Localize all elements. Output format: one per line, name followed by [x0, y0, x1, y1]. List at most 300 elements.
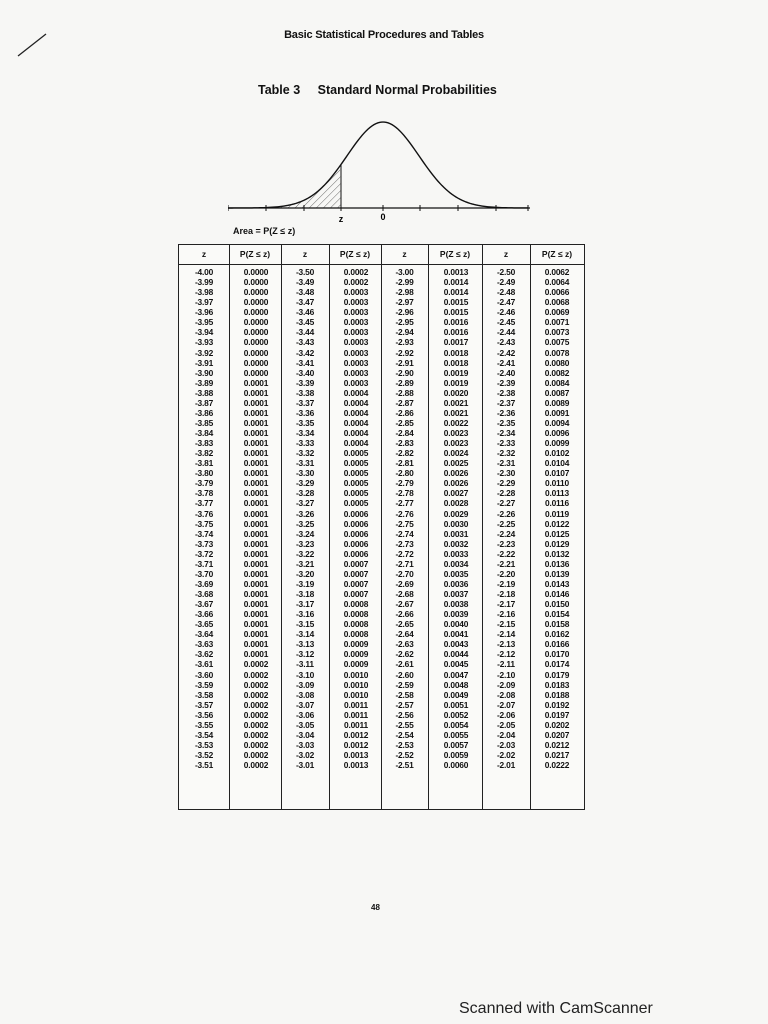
probability-value: 0.0004 — [343, 417, 369, 428]
scanner-watermark: Scanned with CamScanner — [459, 1000, 653, 1017]
z-value: -3.52 — [194, 750, 214, 760]
probability-value: 0.0023 — [443, 428, 469, 438]
z-value: -3.46 — [295, 307, 315, 318]
probability-value: 0.0026 — [443, 468, 469, 479]
probability-value: 0.0036 — [443, 578, 469, 589]
probability-value: 0.0005 — [343, 498, 369, 509]
probability-value: 0.0222 — [544, 760, 570, 771]
z-axis-label: z — [338, 214, 344, 224]
z-value: -2.77 — [395, 498, 414, 509]
probability-value: 0.0113 — [545, 488, 569, 499]
probability-value: 0.0015 — [443, 297, 469, 308]
z-value: -3.58 — [194, 689, 214, 700]
header-p-3: P(Z ≤ z) — [439, 249, 471, 259]
z-value: -2.92 — [395, 347, 414, 358]
z-value: -3.98 — [194, 287, 214, 298]
z-value: -2.65 — [395, 619, 414, 630]
z-value: -3.71 — [194, 558, 214, 569]
probability-value: 0.0003 — [343, 377, 369, 388]
probability-value: 0.0146 — [544, 589, 570, 599]
z-value: -3.54 — [194, 729, 214, 740]
p-column-4 — [532, 267, 582, 770]
z-value: -2.07 — [496, 699, 516, 710]
z-value: -2.34 — [496, 428, 516, 438]
probability-value: 0.0007 — [343, 589, 369, 599]
probability-value: 0.0062 — [544, 267, 570, 277]
probability-value: 0.0000 — [243, 327, 269, 338]
z-value: -3.67 — [194, 599, 214, 610]
probability-value: 0.0064 — [544, 277, 570, 288]
running-header — [0, 29, 768, 41]
probability-value: 0.0011 — [344, 719, 368, 730]
z-value: -3.01 — [295, 760, 315, 771]
z-value: -3.04 — [295, 729, 315, 740]
probability-value: 0.0000 — [243, 267, 269, 277]
probability-value: 0.0006 — [343, 528, 369, 539]
probability-value: 0.0005 — [343, 488, 369, 499]
probability-value: 0.0014 — [443, 287, 469, 298]
probability-value: 0.0044 — [443, 649, 469, 660]
z-value: -2.98 — [395, 287, 414, 298]
z-value: -2.88 — [395, 387, 414, 398]
z-value: -4.00 — [194, 267, 214, 277]
probability-value: 0.0162 — [544, 629, 570, 640]
probability-value: 0.0048 — [443, 679, 469, 690]
probability-value: 0.0217 — [544, 750, 570, 760]
z-value: -3.95 — [194, 317, 214, 328]
probability-value: 0.0016 — [443, 327, 469, 338]
z-value: -2.70 — [395, 568, 414, 579]
probability-value: 0.0003 — [343, 357, 369, 368]
z-value: -2.99 — [395, 277, 414, 288]
z-value: -2.15 — [496, 619, 516, 630]
probability-value: 0.0043 — [443, 639, 469, 650]
z-value: -2.27 — [496, 498, 516, 509]
probability-value: 0.0202 — [544, 719, 570, 730]
probability-value: 0.0034 — [443, 558, 469, 569]
z-value: -3.83 — [194, 438, 214, 449]
probability-value: 0.0094 — [544, 417, 570, 428]
probability-value: 0.0001 — [243, 558, 269, 569]
z-value: -2.59 — [395, 679, 414, 690]
z-value: -2.69 — [395, 578, 414, 589]
probability-value: 0.0001 — [243, 538, 269, 549]
probability-value: 0.0051 — [443, 699, 469, 710]
probability-value: 0.0119 — [545, 508, 569, 519]
header-z-4: z — [503, 249, 509, 259]
probability-value: 0.0008 — [343, 609, 369, 620]
z-value: -2.63 — [395, 639, 414, 650]
z-value: -2.66 — [395, 609, 414, 620]
z-value: -3.64 — [194, 629, 214, 640]
probability-value: 0.0011 — [344, 699, 368, 710]
z-value: -2.18 — [496, 589, 516, 599]
z-value: -3.79 — [194, 478, 214, 489]
z-value: -3.06 — [295, 709, 315, 720]
z-value: -3.25 — [295, 518, 315, 529]
z-column-2 — [283, 267, 327, 770]
probability-value: 0.0020 — [443, 387, 469, 398]
z-value: -2.03 — [496, 739, 516, 750]
z-value: -3.77 — [194, 498, 214, 509]
probability-value: 0.0025 — [443, 458, 469, 469]
probability-value: 0.0057 — [443, 739, 469, 750]
z-value: -3.89 — [194, 377, 214, 388]
z-value: -2.84 — [395, 428, 414, 438]
z-value: -3.66 — [194, 609, 214, 620]
probability-value: 0.0000 — [243, 367, 269, 378]
z-value: -3.92 — [194, 347, 214, 358]
probability-value: 0.0001 — [243, 518, 269, 529]
probability-value: 0.0024 — [443, 448, 469, 459]
z-value: -3.19 — [295, 578, 315, 589]
z-value: -3.00 — [395, 267, 414, 277]
z-value: -3.08 — [295, 689, 315, 700]
probability-value: 0.0075 — [544, 337, 570, 348]
probability-value: 0.0047 — [443, 669, 469, 680]
z-value: -3.29 — [295, 478, 315, 489]
probability-value: 0.0002 — [243, 659, 269, 670]
probability-value: 0.0000 — [243, 337, 269, 348]
probability-value: 0.0011 — [344, 709, 368, 720]
probability-value: 0.0004 — [343, 397, 369, 408]
probability-value: 0.0054 — [443, 719, 469, 730]
z-value: -3.11 — [296, 659, 314, 670]
z-value: -3.53 — [194, 739, 214, 750]
probability-value: 0.0122 — [544, 518, 570, 529]
z-value: -3.57 — [194, 699, 214, 710]
header-z-1: z — [201, 249, 207, 259]
z-value: -2.24 — [496, 528, 516, 539]
probability-value: 0.0009 — [343, 659, 369, 670]
probability-value: 0.0055 — [443, 729, 469, 740]
z-value: -3.41 — [295, 357, 315, 368]
probability-value: 0.0059 — [443, 750, 469, 760]
z-value: -2.45 — [496, 317, 516, 328]
table-number: Table 3 — [258, 83, 301, 97]
z-column-4 — [484, 267, 528, 770]
z-value: -2.42 — [496, 347, 516, 358]
z-value: -3.13 — [295, 639, 315, 650]
z-value: -2.49 — [496, 277, 516, 288]
probability-value: 0.0013 — [343, 750, 369, 760]
probability-value: 0.0002 — [243, 679, 269, 690]
probability-value: 0.0001 — [243, 407, 269, 418]
probability-value: 0.0027 — [443, 488, 469, 499]
probability-value: 0.0084 — [544, 377, 570, 388]
probability-value: 0.0004 — [343, 438, 369, 449]
probability-value: 0.0000 — [243, 287, 269, 298]
z-value: -3.45 — [295, 317, 315, 328]
probability-value: 0.0038 — [443, 599, 469, 610]
z-value: -3.39 — [295, 377, 315, 388]
header-p-2: P(Z ≤ z) — [339, 249, 371, 259]
probability-value: 0.0006 — [343, 538, 369, 549]
probability-value: 0.0010 — [343, 669, 369, 680]
probability-value: 0.0001 — [243, 458, 269, 469]
z-value: -3.16 — [295, 609, 315, 620]
probability-value: 0.0154 — [544, 609, 570, 620]
probability-value: 0.0008 — [343, 619, 369, 630]
column-divider — [229, 245, 230, 809]
z-value: -3.50 — [295, 267, 315, 277]
probability-value: 0.0003 — [343, 367, 369, 378]
z-value: -3.10 — [295, 669, 315, 680]
probability-value: 0.0001 — [243, 609, 269, 620]
probability-value: 0.0003 — [343, 337, 369, 348]
column-divider — [281, 245, 282, 809]
probability-value: 0.0004 — [343, 428, 369, 438]
z-value: -2.68 — [395, 589, 414, 599]
probability-table — [178, 244, 585, 810]
probability-value: 0.0013 — [343, 760, 369, 771]
z-value: -3.38 — [295, 387, 315, 398]
probability-value: 0.0073 — [544, 327, 570, 338]
z-value: -2.02 — [496, 750, 516, 760]
probability-value: 0.0002 — [343, 277, 369, 288]
probability-value: 0.0030 — [443, 518, 469, 529]
z-value: -2.26 — [496, 508, 516, 519]
z-value: -3.07 — [295, 699, 315, 710]
probability-value: 0.0000 — [243, 317, 269, 328]
z-value: -3.35 — [295, 417, 315, 428]
z-value: -3.62 — [194, 649, 214, 660]
probability-value: 0.0008 — [343, 629, 369, 640]
probability-value: 0.0033 — [443, 548, 469, 559]
probability-value: 0.0132 — [544, 548, 570, 559]
probability-value: 0.0129 — [544, 538, 570, 549]
z-value: -2.22 — [496, 548, 516, 559]
probability-value: 0.0006 — [343, 508, 369, 519]
z-value: -3.69 — [194, 578, 214, 589]
probability-value: 0.0188 — [544, 689, 570, 700]
probability-value: 0.0060 — [443, 760, 469, 771]
z-value: -3.75 — [194, 518, 214, 529]
header-z-2: z — [302, 249, 308, 259]
z-value: -2.62 — [395, 649, 414, 660]
column-divider — [428, 245, 429, 809]
probability-value: 0.0136 — [544, 558, 570, 569]
probability-value: 0.0001 — [243, 589, 269, 599]
z-value: -2.29 — [496, 478, 516, 489]
z-value: -2.58 — [395, 689, 414, 700]
z-value: -2.90 — [395, 367, 414, 378]
z-value: -2.52 — [395, 750, 414, 760]
z-value: -2.47 — [496, 297, 516, 308]
z-value: -3.76 — [194, 508, 214, 519]
z-value: -2.53 — [395, 739, 414, 750]
probability-value: 0.0078 — [544, 347, 570, 358]
z-value: -2.12 — [496, 649, 516, 660]
z-value: -3.18 — [295, 589, 315, 599]
probability-value: 0.0007 — [343, 558, 369, 569]
page-number: 48 — [371, 903, 380, 912]
probability-value: 0.0009 — [343, 649, 369, 660]
probability-value: 0.0021 — [443, 407, 469, 418]
z-column-3 — [383, 267, 426, 770]
z-value: -3.33 — [295, 438, 315, 449]
probability-value: 0.0096 — [544, 428, 570, 438]
column-divider — [482, 245, 483, 809]
probability-value: 0.0082 — [544, 367, 570, 378]
z-value: -2.95 — [395, 317, 414, 328]
z-value: -3.96 — [194, 307, 214, 318]
probability-value: 0.0003 — [343, 327, 369, 338]
z-value: -3.30 — [295, 468, 315, 479]
probability-value: 0.0071 — [544, 317, 570, 328]
z-value: -3.72 — [194, 548, 214, 559]
probability-value: 0.0068 — [544, 297, 570, 308]
probability-value: 0.0110 — [545, 478, 569, 489]
z-value: -3.94 — [194, 327, 214, 338]
z-value: -2.05 — [496, 719, 516, 730]
probability-value: 0.0000 — [243, 357, 269, 368]
probability-value: 0.0037 — [443, 589, 469, 599]
probability-value: 0.0004 — [343, 387, 369, 398]
z-value: -2.35 — [496, 417, 516, 428]
header-p-4: P(Z ≤ z) — [541, 249, 573, 259]
probability-value: 0.0001 — [243, 639, 269, 650]
probability-value: 0.0174 — [544, 659, 570, 670]
probability-value: 0.0018 — [443, 357, 469, 368]
z-value: -2.32 — [496, 448, 516, 459]
table-name: Standard Normal Probabilities — [317, 83, 497, 97]
z-value: -3.91 — [194, 357, 214, 368]
probability-value: 0.0010 — [343, 689, 369, 700]
probability-value: 0.0035 — [443, 568, 469, 579]
z-value: -2.93 — [395, 337, 414, 348]
z-value: -2.50 — [496, 267, 516, 277]
probability-value: 0.0000 — [243, 347, 269, 358]
z-value: -2.89 — [395, 377, 414, 388]
z-value: -2.51 — [395, 760, 414, 771]
z-value: -3.85 — [194, 417, 214, 428]
probability-value: 0.0002 — [243, 739, 269, 750]
z-value: -3.05 — [295, 719, 315, 730]
probability-value: 0.0002 — [343, 267, 369, 277]
z-value: -2.21 — [496, 558, 516, 569]
probability-value: 0.0013 — [443, 267, 469, 277]
z-value: -3.26 — [295, 508, 315, 519]
z-value: -3.34 — [295, 428, 315, 438]
z-value: -2.08 — [496, 689, 516, 700]
z-value: -3.63 — [194, 639, 214, 650]
z-value: -3.81 — [194, 458, 214, 469]
z-value: -2.57 — [395, 699, 414, 710]
z-value: -2.17 — [496, 599, 516, 610]
z-value: -3.55 — [194, 719, 214, 730]
z-value: -2.83 — [395, 438, 414, 449]
z-value: -3.88 — [194, 387, 214, 398]
z-value: -3.59 — [194, 679, 214, 690]
probability-value: 0.0004 — [343, 407, 369, 418]
z-value: -3.09 — [295, 679, 315, 690]
probability-value: 0.0116 — [545, 498, 569, 509]
probability-value: 0.0002 — [243, 729, 269, 740]
probability-value: 0.0197 — [544, 709, 570, 720]
z-value: -2.79 — [395, 478, 414, 489]
z-value: -3.02 — [295, 750, 315, 760]
z-value: -2.96 — [395, 307, 414, 318]
z-value: -3.93 — [194, 337, 214, 348]
z-value: -2.86 — [395, 407, 414, 418]
probability-value: 0.0179 — [544, 669, 570, 680]
probability-value: 0.0019 — [443, 377, 469, 388]
probability-value: 0.0003 — [343, 317, 369, 328]
z-value: -2.72 — [395, 548, 414, 559]
probability-value: 0.0001 — [243, 498, 269, 509]
z-value: -3.28 — [295, 488, 315, 499]
probability-value: 0.0001 — [243, 629, 269, 640]
z-value: -2.10 — [496, 669, 516, 680]
z-value: -3.20 — [295, 568, 315, 579]
probability-value: 0.0009 — [343, 639, 369, 650]
probability-value: 0.0007 — [343, 578, 369, 589]
probability-value: 0.0014 — [443, 277, 469, 288]
z-value: -2.33 — [496, 438, 516, 449]
column-divider — [329, 245, 330, 809]
z-value: -2.56 — [395, 709, 414, 720]
probability-value: 0.0040 — [443, 619, 469, 630]
z-value: -2.67 — [395, 599, 414, 610]
probability-value: 0.0091 — [544, 407, 570, 418]
z-value: -2.19 — [496, 578, 516, 589]
z-value: -2.71 — [395, 558, 414, 569]
z-value: -2.16 — [496, 609, 516, 620]
probability-value: 0.0207 — [544, 729, 570, 740]
probability-value: 0.0001 — [243, 428, 269, 438]
probability-value: 0.0010 — [343, 679, 369, 690]
z-value: -2.74 — [395, 528, 414, 539]
header-z-3: z — [402, 249, 407, 259]
probability-value: 0.0012 — [343, 739, 369, 750]
probability-value: 0.0021 — [443, 397, 469, 408]
z-value: -2.20 — [496, 568, 516, 579]
probability-value: 0.0001 — [243, 438, 269, 449]
probability-value: 0.0001 — [243, 548, 269, 559]
probability-value: 0.0005 — [343, 478, 369, 489]
probability-value: 0.0000 — [243, 307, 269, 318]
probability-value: 0.0003 — [343, 287, 369, 298]
z-value: -2.85 — [395, 417, 414, 428]
probability-value: 0.0005 — [343, 448, 369, 459]
probability-value: 0.0017 — [443, 337, 469, 348]
z-value: -3.22 — [295, 548, 315, 559]
probability-value: 0.0001 — [243, 478, 269, 489]
z-value: -3.36 — [295, 407, 315, 418]
probability-value: 0.0003 — [343, 347, 369, 358]
shaded-area — [228, 166, 341, 208]
z-value: -2.87 — [395, 397, 414, 408]
probability-value: 0.0006 — [343, 518, 369, 529]
z-value: -3.49 — [295, 277, 315, 288]
probability-value: 0.0001 — [243, 528, 269, 539]
probability-value: 0.0001 — [243, 448, 269, 459]
probability-value: 0.0005 — [343, 468, 369, 479]
z-value: -2.82 — [395, 448, 414, 459]
probability-value: 0.0003 — [343, 297, 369, 308]
probability-value: 0.0001 — [243, 578, 269, 589]
z-value: -3.43 — [295, 337, 315, 348]
z-value: -2.91 — [395, 357, 414, 368]
probability-value: 0.0000 — [243, 277, 269, 288]
z-value: -3.17 — [295, 599, 315, 610]
z-value: -3.82 — [194, 448, 214, 459]
probability-value: 0.0002 — [243, 750, 269, 760]
z-value: -3.15 — [295, 619, 315, 630]
z-value: -2.75 — [395, 518, 414, 529]
probability-value: 0.0158 — [544, 619, 570, 630]
